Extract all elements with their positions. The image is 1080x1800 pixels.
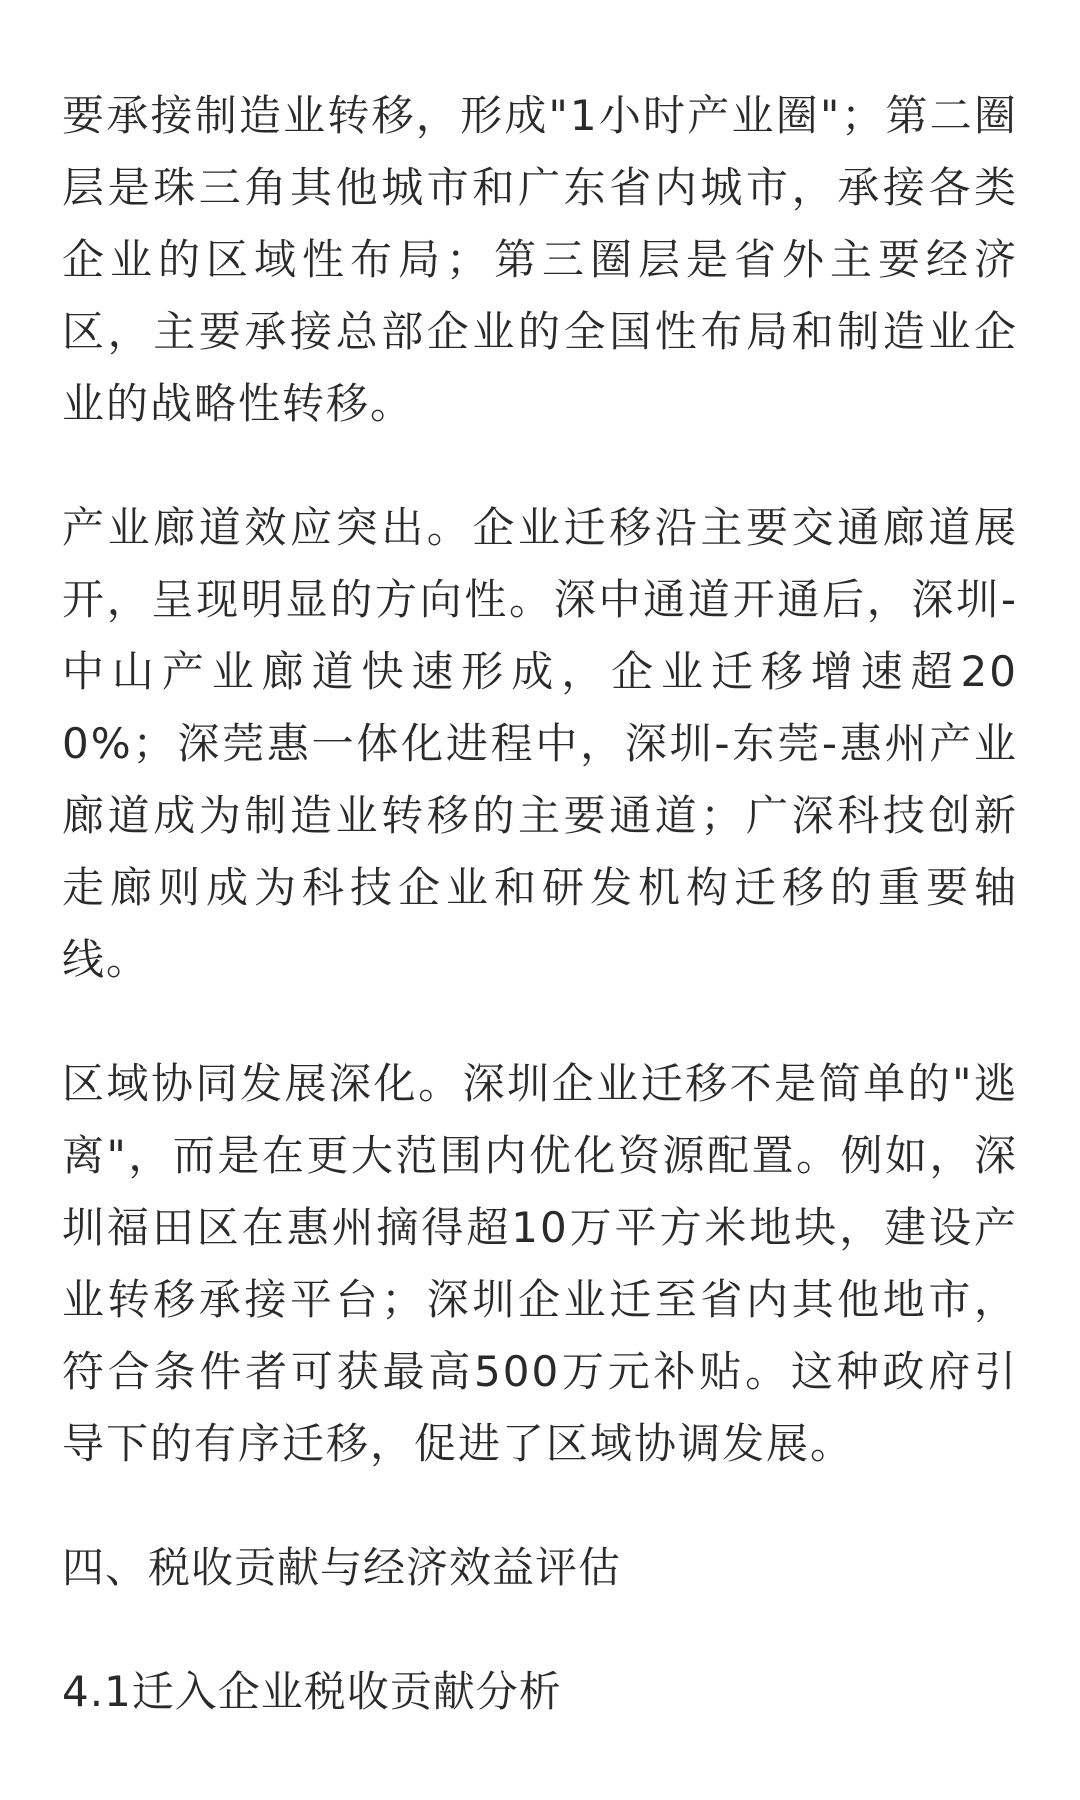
section-heading: 四、税收贡献与经济效益评估 [62, 1543, 622, 1592]
paragraph-industry-corridors: 产业廊道效应突出。企业迁移沿主要交通廊道展开，呈现明显的方向性。深中通道开通后，深圳-中山产业廊道快速形成，企业迁移增速超200%；深莞惠一体化进程中，深圳-东莞-惠州产业廊道成为制造业转移的主要通道；广深科技创新走廊则成为科技企业和研发机构迁移的重要轴线。 [62, 503, 1018, 984]
subsection-heading: 4.1迁入企业税收贡献分析 [62, 1667, 562, 1716]
paragraph-industry-circles: 要承接制造业转移，形成"1小时产业圈"；第二圈层是珠三角其他城市和广东省内城市，承接各类企业的区域性布局；第三圈层是省外主要经济区，主要承接总部企业的全国性布局和制造业企业的战略性转移。 [62, 91, 1018, 428]
paragraph-regional-coordination: 区域协同发展深化。深圳企业迁移不是简单的"逃离"，而是在更大范围内优化资源配置。例如，深圳福田区在惠州摘得超10万平方米地块，建设产业转移承接平台；深圳企业迁至省内其他地市，符合条件者可获最高500万元补贴。这种政府引导下的有序迁移，促进了区域协调发展。 [62, 1059, 1018, 1468]
